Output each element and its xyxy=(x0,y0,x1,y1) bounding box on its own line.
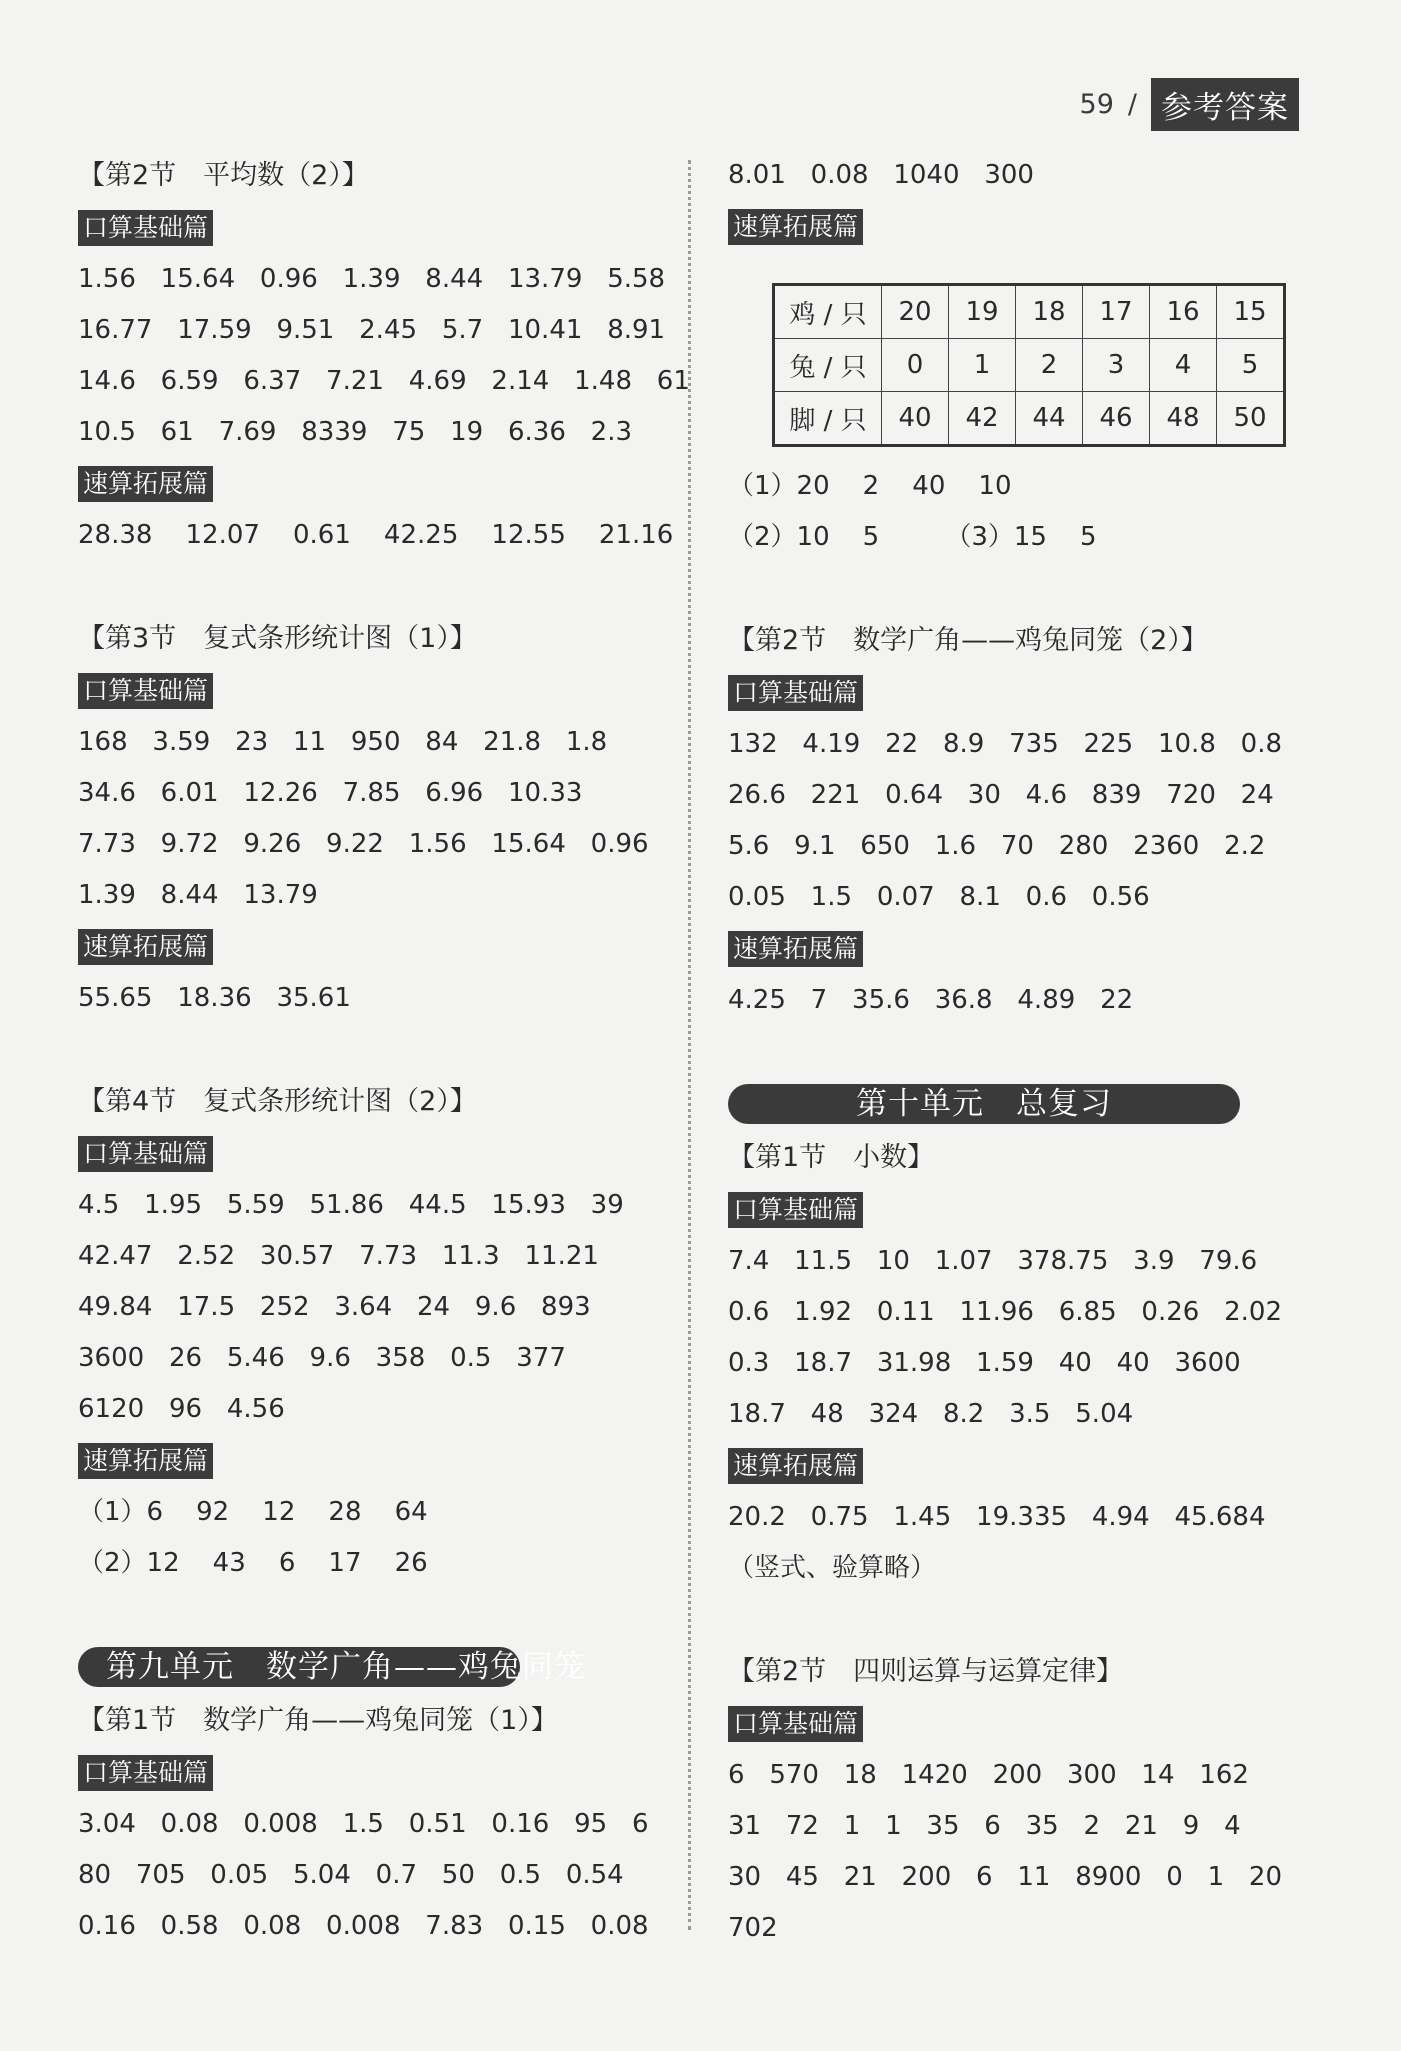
table-cell: 15 xyxy=(1217,285,1285,339)
answer-line: 0.3 18.7 31.98 1.59 40 40 3600 xyxy=(728,1348,1241,1378)
section-title: 【第2节 四则运算与运算定律】 xyxy=(728,1656,1124,1687)
answer-line: 3.04 0.08 0.008 1.5 0.51 0.16 95 6 xyxy=(78,1809,649,1839)
section-average-2 xyxy=(78,150,690,561)
answer-line: 10.5 61 7.69 8339 75 19 6.36 2.3 xyxy=(78,417,632,447)
section-title: 【第2节 数学广角——鸡兔同笼（2）】 xyxy=(728,625,1208,656)
table-row xyxy=(774,392,1285,446)
oral-basic-label: 口算基础篇 xyxy=(78,1755,213,1791)
answer-line: 5.6 9.1 650 1.6 70 280 2360 2.2 xyxy=(728,831,1266,861)
answer-line: 0.6 1.92 0.11 11.96 6.85 0.26 2.02 xyxy=(728,1297,1282,1327)
answer-line: 4.25 7 35.6 36.8 4.89 22 xyxy=(728,985,1134,1015)
answer-line: （1）6 92 12 28 64 xyxy=(78,1497,428,1527)
row-header: 鸡 / 只 xyxy=(774,285,882,339)
speed-extension-label: 速算拓展篇 xyxy=(728,209,863,245)
table-cell: 40 xyxy=(882,392,949,446)
speed-extension-label: 速算拓展篇 xyxy=(728,931,863,967)
right-column xyxy=(728,150,1308,2006)
answer-line: 4.5 1.95 5.59 51.86 44.5 15.93 39 xyxy=(78,1190,624,1220)
column-divider xyxy=(688,160,691,1930)
section-title: 【第1节 数学广角——鸡兔同笼（1）】 xyxy=(78,1705,558,1736)
page-header xyxy=(1080,78,1299,131)
answer-line: （2）10 5 （3）15 5 xyxy=(728,522,1097,552)
omitted-note: （竖式、验算略） xyxy=(728,1553,937,1583)
answer-line: 28.38 12.07 0.61 42.25 12.55 21.16 xyxy=(78,520,674,550)
section-bar-chart-2 xyxy=(78,1076,678,1589)
section-title: 【第4节 复式条形统计图（2）】 xyxy=(78,1086,477,1117)
section-chicken-rabbit-1-cont xyxy=(728,150,1308,563)
chicken-rabbit-table xyxy=(772,283,1286,447)
table-cell: 46 xyxy=(1083,392,1150,446)
answer-line: 1.56 15.64 0.96 1.39 8.44 13.79 5.58 xyxy=(78,264,666,294)
answer-line: 49.84 17.5 252 3.64 24 9.6 893 xyxy=(78,1292,591,1322)
oral-basic-label: 口算基础篇 xyxy=(78,210,213,246)
table-cell: 48 xyxy=(1150,392,1217,446)
answer-line: 8.01 0.08 1040 300 xyxy=(728,160,1034,190)
left-column xyxy=(78,150,690,2004)
answer-line: 6 570 18 1420 200 300 14 162 xyxy=(728,1760,1249,1790)
speed-extension-label: 速算拓展篇 xyxy=(728,1448,863,1484)
answer-line: 7.73 9.72 9.26 9.22 1.56 15.64 0.96 xyxy=(78,829,649,859)
answer-line: 55.65 18.36 35.61 xyxy=(78,983,351,1013)
speed-extension-label: 速算拓展篇 xyxy=(78,1443,213,1479)
oral-basic-label: 口算基础篇 xyxy=(728,1706,863,1742)
table-cell: 4 xyxy=(1150,339,1217,392)
table-row xyxy=(774,339,1285,392)
table-cell: 17 xyxy=(1083,285,1150,339)
answer-line: 26.6 221 0.64 30 4.6 839 720 24 xyxy=(728,780,1274,810)
table-cell: 16 xyxy=(1150,285,1217,339)
oral-basic-label: 口算基础篇 xyxy=(728,1192,863,1228)
section-chicken-rabbit-1 xyxy=(78,1695,678,1952)
header-slash: / xyxy=(1127,89,1137,120)
table-cell: 5 xyxy=(1217,339,1285,392)
answer-line: 6120 96 4.56 xyxy=(78,1394,285,1424)
section-decimals xyxy=(728,1132,1308,1594)
speed-extension-label: 速算拓展篇 xyxy=(78,929,213,965)
answer-line: 168 3.59 23 11 950 84 21.8 1.8 xyxy=(78,727,608,757)
table-cell: 2 xyxy=(1016,339,1083,392)
answer-line: 80 705 0.05 5.04 0.7 50 0.5 0.54 xyxy=(78,1860,624,1890)
speed-extension-label: 速算拓展篇 xyxy=(78,466,213,502)
unit-10-header: 第十单元 总复习 xyxy=(728,1084,1240,1124)
answer-line: 16.77 17.59 9.51 2.45 5.7 10.41 8.91 xyxy=(78,315,666,345)
answer-line: （1）20 2 40 10 xyxy=(728,471,1012,501)
answer-line: 0.05 1.5 0.07 8.1 0.6 0.56 xyxy=(728,882,1150,912)
table-cell: 18 xyxy=(1016,285,1083,339)
answer-line: 30 45 21 200 6 11 8900 0 1 20 xyxy=(728,1862,1282,1892)
answer-line: 0.16 0.58 0.08 0.008 7.83 0.15 0.08 xyxy=(78,1911,649,1941)
answer-line: 7.4 11.5 10 1.07 378.75 3.9 79.6 xyxy=(728,1246,1258,1276)
section-four-operations xyxy=(728,1646,1308,1954)
answer-line: （2）12 43 6 17 26 xyxy=(78,1548,428,1578)
answer-line: 18.7 48 324 8.2 3.5 5.04 xyxy=(728,1399,1134,1429)
answer-line: 34.6 6.01 12.26 7.85 6.96 10.33 xyxy=(78,778,583,808)
answer-line: 1.39 8.44 13.79 xyxy=(78,880,318,910)
answer-key-badge: 参考答案 xyxy=(1151,78,1299,131)
row-header: 脚 / 只 xyxy=(774,392,882,446)
answer-line: 702 xyxy=(728,1913,778,1943)
oral-basic-label: 口算基础篇 xyxy=(78,673,213,709)
section-title: 【第2节 平均数（2）】 xyxy=(78,160,369,191)
answer-line: 3600 26 5.46 9.6 358 0.5 377 xyxy=(78,1343,566,1373)
unit-9-header: 第九单元 数学广角——鸡兔同笼 xyxy=(78,1647,520,1687)
answer-line: 20.2 0.75 1.45 19.335 4.94 45.684 xyxy=(728,1502,1266,1532)
oral-basic-label: 口算基础篇 xyxy=(78,1136,213,1172)
table-cell: 20 xyxy=(882,285,949,339)
section-title: 【第1节 小数】 xyxy=(728,1142,935,1173)
section-bar-chart-1 xyxy=(78,613,678,1024)
page-number: 59 xyxy=(1079,89,1114,120)
answer-line: 14.6 6.59 6.37 7.21 4.69 2.14 1.48 61 xyxy=(78,366,690,396)
section-chicken-rabbit-2 xyxy=(728,615,1308,1026)
section-title: 【第3节 复式条形统计图（1）】 xyxy=(78,623,477,654)
table-row xyxy=(774,285,1285,339)
table-cell: 50 xyxy=(1217,392,1285,446)
table-cell: 44 xyxy=(1016,392,1083,446)
table-cell: 3 xyxy=(1083,339,1150,392)
answer-line: 31 72 1 1 35 6 35 2 21 9 4 xyxy=(728,1811,1241,1841)
answer-line: 42.47 2.52 30.57 7.73 11.3 11.21 xyxy=(78,1241,599,1271)
table-cell: 19 xyxy=(949,285,1016,339)
oral-basic-label: 口算基础篇 xyxy=(728,675,863,711)
table-cell: 0 xyxy=(882,339,949,392)
row-header: 兔 / 只 xyxy=(774,339,882,392)
answer-line: 132 4.19 22 8.9 735 225 10.8 0.8 xyxy=(728,729,1282,759)
table-cell: 42 xyxy=(949,392,1016,446)
table-cell: 1 xyxy=(949,339,1016,392)
